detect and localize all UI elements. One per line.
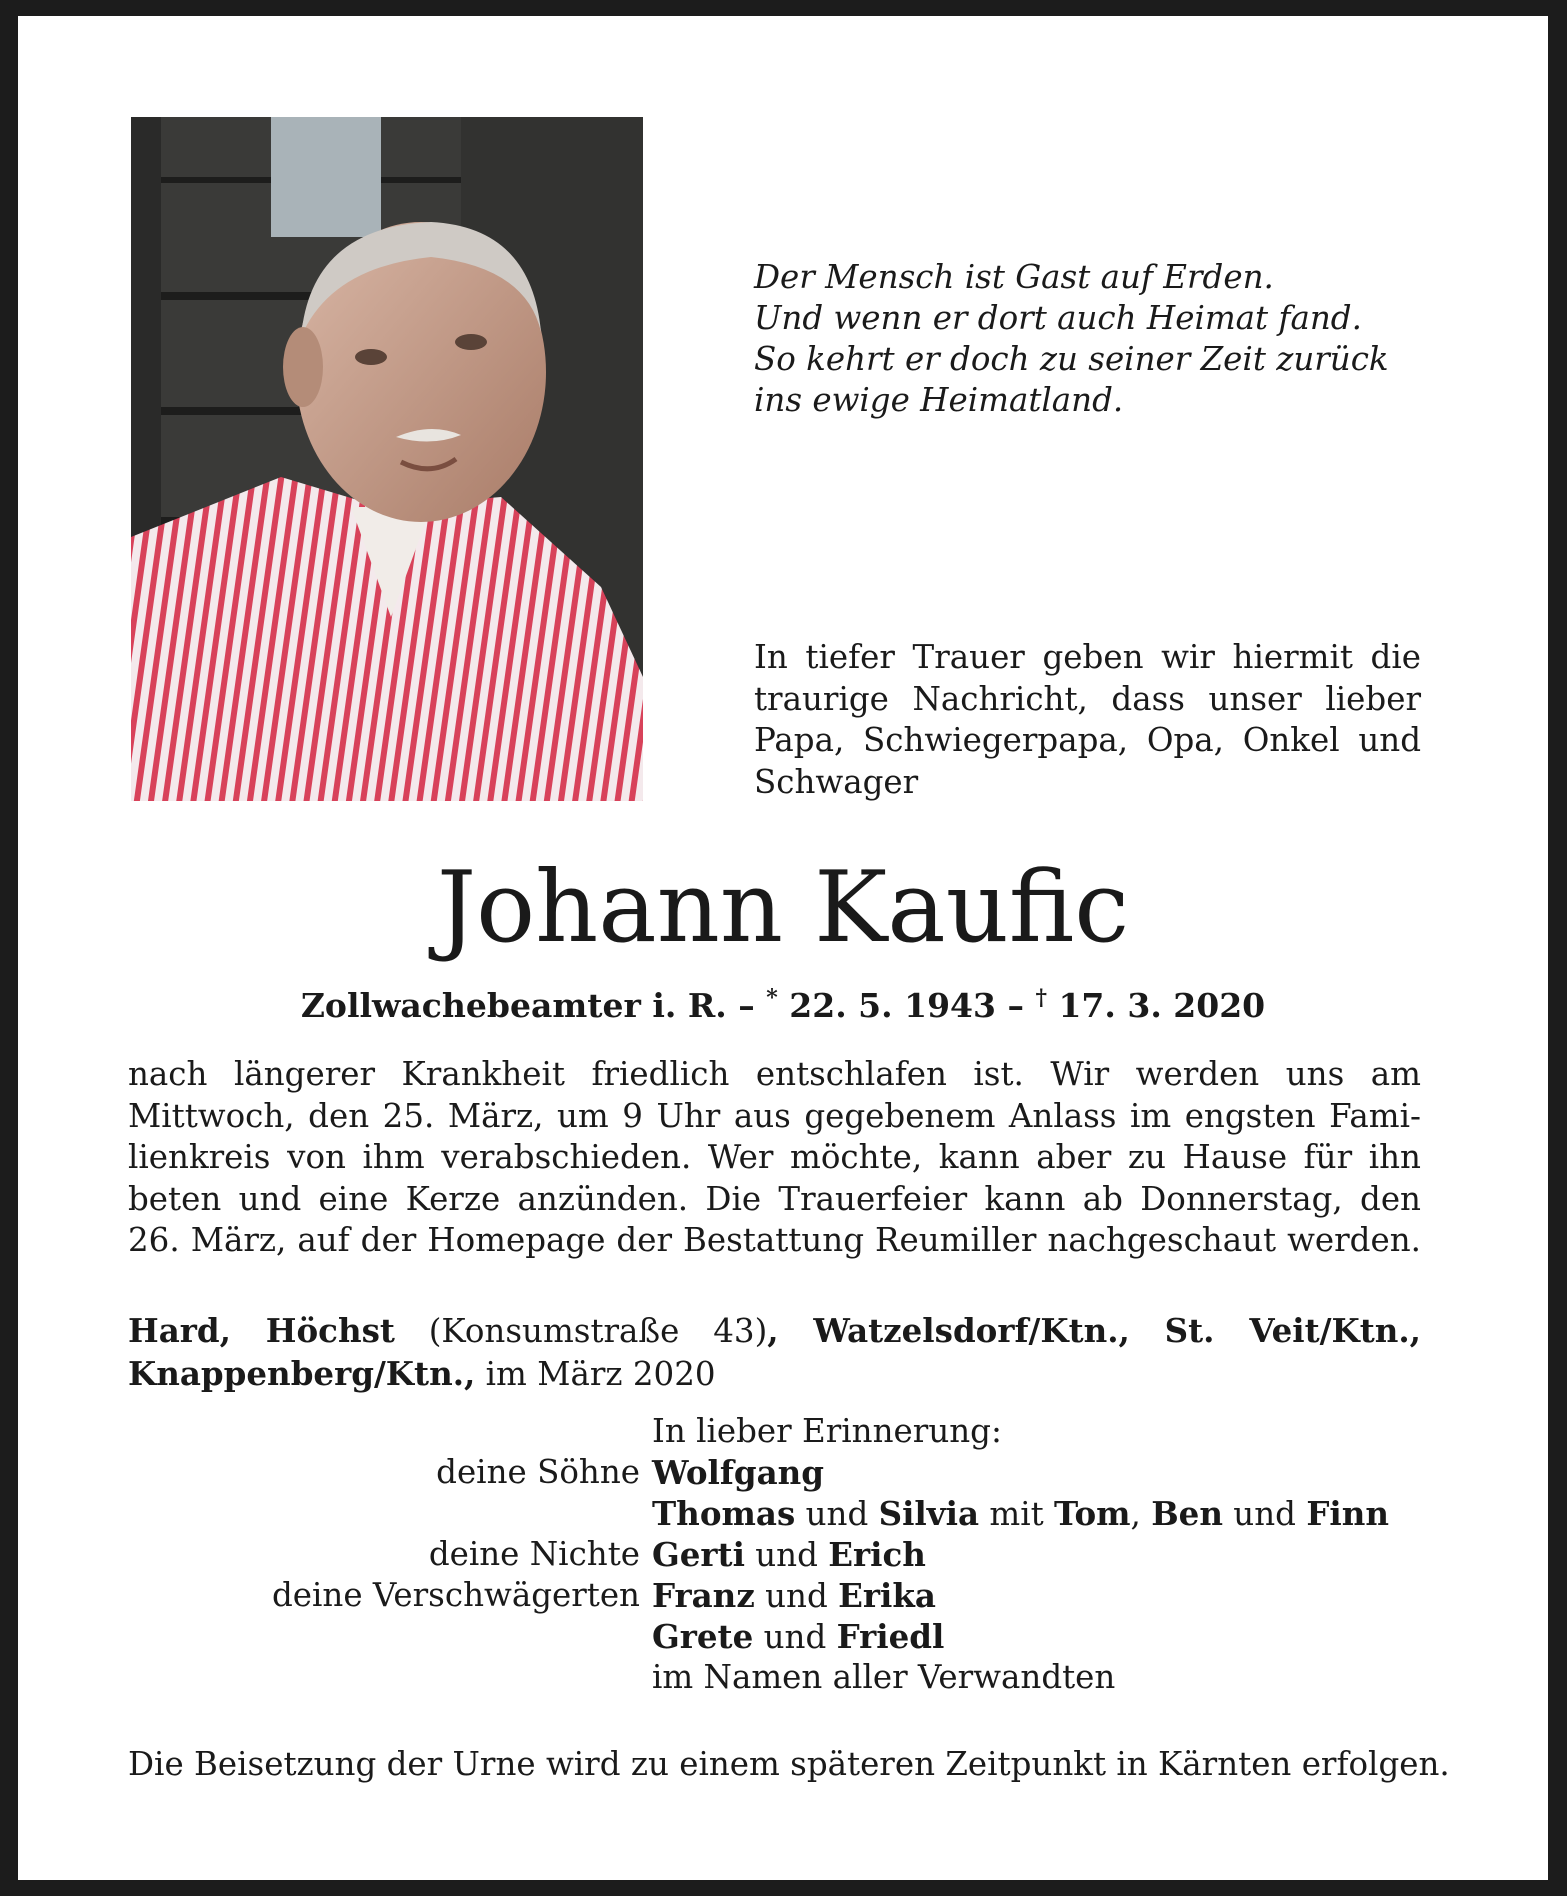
place-tertiary: Knappenberg/Ktn., bbox=[128, 1353, 476, 1393]
intro-line: In tiefer Trauer geben wir hiermit die bbox=[754, 638, 1421, 676]
intro-line: Papa, Schwiegerpapa, Opa, Onkel und bbox=[754, 721, 1421, 759]
poem bbox=[754, 257, 1474, 421]
mourner-row bbox=[18, 1616, 1548, 1657]
death-date: 17. 3. 2020 bbox=[1046, 986, 1266, 1025]
mourner-row bbox=[18, 1493, 1548, 1534]
mourner-name: Wolfgang bbox=[652, 1453, 824, 1492]
body-line: nach längerer Krankheit friedlich entschlafen ist. Wir werden uns am bbox=[128, 1055, 1421, 1093]
mourners-heading: In lieber Erinnerung: bbox=[652, 1412, 1002, 1450]
mourners-block bbox=[18, 1411, 1548, 1698]
mourner-name: Erich bbox=[828, 1535, 926, 1574]
mourner-name: Erika bbox=[838, 1576, 936, 1615]
places-line bbox=[128, 1310, 1421, 1353]
mourner-relation: deine Söhne bbox=[436, 1453, 640, 1491]
portrait-photo bbox=[131, 117, 643, 801]
deceased-name: Johann Kaufic bbox=[436, 851, 1130, 965]
profession: Zollwachebeamter i. R. – bbox=[300, 986, 767, 1025]
portrait-image bbox=[131, 117, 643, 801]
mourner-name: Grete bbox=[652, 1617, 754, 1656]
mourner-row bbox=[18, 1534, 1548, 1575]
mourner-connector: und bbox=[795, 1495, 879, 1533]
obituary-card bbox=[18, 16, 1548, 1880]
mourner-name: Silvia bbox=[878, 1494, 980, 1533]
place-secondary: , Watzelsdorf/Ktn., St. Veit/Ktn., bbox=[767, 1311, 1421, 1350]
places-line bbox=[128, 1353, 1421, 1396]
mourner-name: Gerti bbox=[652, 1535, 745, 1574]
mourner-name: Thomas bbox=[652, 1494, 796, 1533]
birth-date: 22. 5. 1943 – bbox=[777, 986, 1036, 1025]
mourner-name: Ben bbox=[1151, 1494, 1223, 1533]
mourner-names bbox=[652, 1452, 824, 1494]
poem-line: So kehrt er doch zu seiner Zeit zurück bbox=[754, 340, 1389, 378]
mourner-names bbox=[652, 1657, 1115, 1698]
mourner-connector: , bbox=[1130, 1495, 1152, 1533]
life-dates bbox=[18, 978, 1548, 1026]
mourner-connector: und bbox=[753, 1618, 837, 1656]
mourner-row bbox=[18, 1452, 1548, 1493]
mourner-name: Franz bbox=[652, 1576, 755, 1615]
mourner-names bbox=[652, 1534, 926, 1576]
places-and-date bbox=[128, 1310, 1421, 1395]
body-line: 26. März, auf der Homepage der Bestattung Reumiller nachgeschaut werden. bbox=[128, 1221, 1421, 1259]
mourner-list bbox=[18, 1452, 1548, 1698]
birth-mark: * bbox=[766, 985, 778, 1011]
mourner-connector: und bbox=[1222, 1495, 1307, 1533]
mourner-name: Friedl bbox=[836, 1617, 945, 1656]
body-line: Mittwoch, den 25. März, um 9 Uhr aus gegebenem Anlass im engsten Fami- bbox=[128, 1096, 1421, 1135]
announcement-body bbox=[128, 1054, 1421, 1262]
mourner-connector: und bbox=[744, 1536, 829, 1574]
place-primary: Hard, Höchst bbox=[128, 1311, 395, 1350]
mourner-relation: deine Nichte bbox=[428, 1535, 640, 1573]
notice-date: im März 2020 bbox=[475, 1354, 716, 1393]
mourner-connector: und bbox=[754, 1577, 839, 1615]
body-line: beten und eine Kerze anzünden. Die Trauerfeier kann ab Donnerstag, den bbox=[128, 1179, 1421, 1218]
mourner-name: Finn bbox=[1306, 1494, 1389, 1533]
poem-line: Und wenn er dort auch Heimat fand. bbox=[754, 299, 1362, 337]
poem-line: ins ewige Heimatland. bbox=[754, 381, 1124, 419]
mourner-connector: mit bbox=[979, 1495, 1054, 1533]
mourner-names bbox=[652, 1616, 944, 1658]
mourner-relation: deine Verschwägerten bbox=[272, 1576, 640, 1614]
mourner-names bbox=[652, 1493, 1389, 1535]
body-line: lienkreis von ihm verabschieden. Wer möchte, kann aber zu Hause für ihn bbox=[128, 1138, 1421, 1176]
mourner-names bbox=[652, 1575, 936, 1617]
mourner-name: Tom bbox=[1053, 1494, 1131, 1533]
intro-line: Schwager bbox=[754, 762, 919, 801]
death-mark: † bbox=[1035, 985, 1047, 1011]
poem-line: Der Mensch ist Gast auf Erden. bbox=[754, 258, 1274, 296]
mourner-connector: im Namen aller Verwandten bbox=[652, 1658, 1116, 1696]
mourner-row bbox=[18, 1575, 1548, 1616]
closing-note: Die Beisetzung der Urne wird zu einem späteren Zeitpunkt in Kärnten erfolgen. bbox=[128, 1745, 1450, 1783]
intro-text bbox=[754, 637, 1421, 803]
mourner-row bbox=[18, 1657, 1548, 1698]
intro-line: traurige Nachricht, dass unser lieber bbox=[754, 679, 1421, 718]
address-note: (Konsumstraße 43) bbox=[394, 1312, 768, 1350]
mourners-heading-row bbox=[18, 1411, 1548, 1452]
